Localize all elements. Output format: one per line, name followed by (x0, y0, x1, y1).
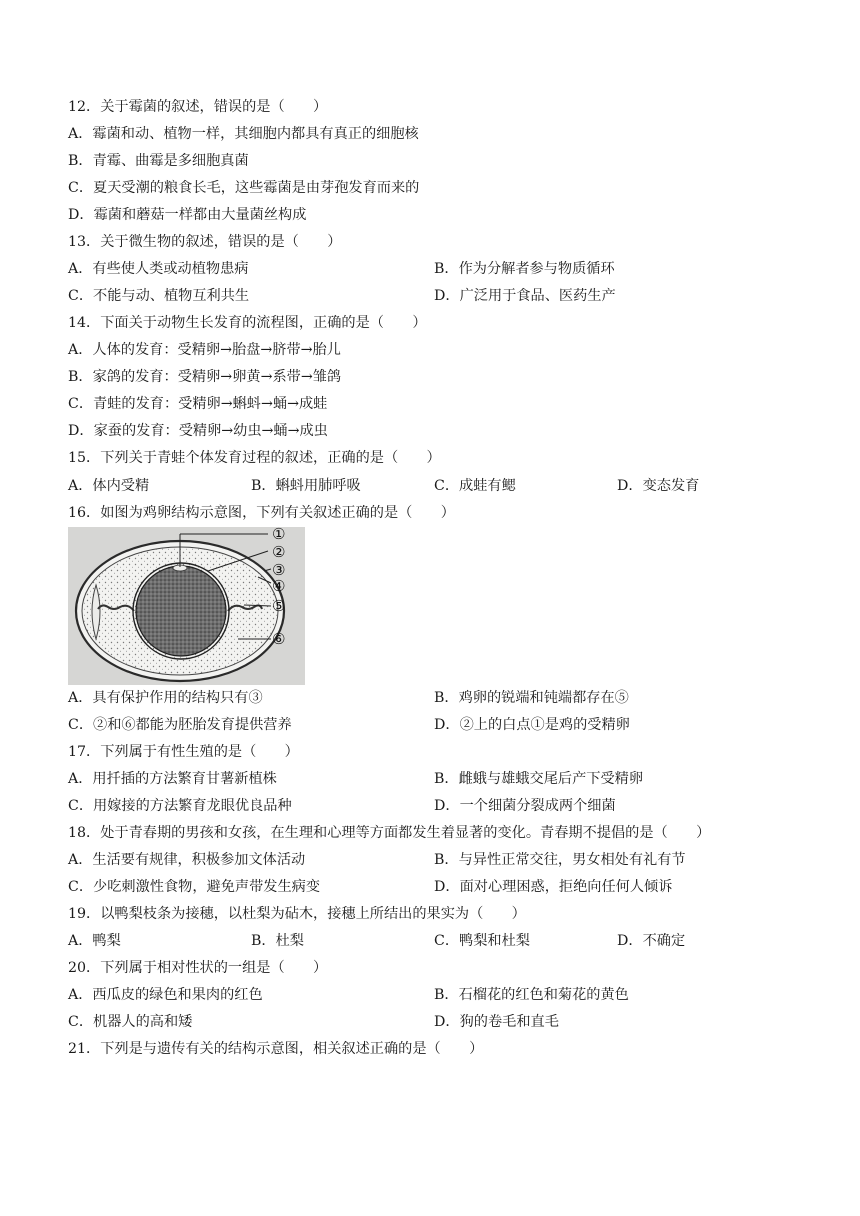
question-14-option-c: C．青蛙的发育：受精卵→蝌蚪→蛹→成蛙 (68, 396, 328, 412)
question-12-stem: 12．关于霉菌的叙述，错误的是（ ） (68, 99, 328, 115)
question-17-stem: 17．下列属于有性生殖的是（ ） (68, 744, 299, 760)
question-18-option-d: D．面对心理困惑，拒绝向任何人倾诉 (434, 879, 673, 895)
question-12-option-b: B．青霉、曲霉是多细胞真菌 (68, 153, 249, 169)
question-20-option-c: C．机器人的高和矮 (68, 1014, 193, 1030)
question-15-stem: 15．下列关于青蛙个体发育过程的叙述，正确的是（ ） (68, 450, 441, 466)
question-13-stem: 13．关于微生物的叙述，错误的是（ ） (68, 234, 342, 250)
label-5: ⑤ (272, 597, 286, 615)
question-16-option-a: A．具有保护作用的结构只有③ (68, 690, 263, 706)
question-17-option-d: D．一个细菌分裂成两个细菌 (434, 798, 616, 814)
question-15-option-c: C．成蛙有鳃 (434, 478, 516, 494)
label-1: ① (272, 527, 286, 543)
question-19-option-a: A．鸭梨 (68, 933, 121, 949)
question-19-stem: 19．以鸭梨枝条为接穗，以杜梨为砧木，接穗上所结出的果实为（ ） (68, 906, 526, 922)
label-4: ④ (272, 577, 286, 595)
question-15-option-b: B．蝌蚪用肺呼吸 (251, 478, 361, 494)
question-18-option-a: A．生活要有规律，积极参加文体活动 (68, 852, 306, 868)
label-6: ⑥ (272, 630, 286, 648)
question-15-option-a: A．体内受精 (68, 478, 150, 494)
question-18-stem: 18．处于青春期的男孩和女孩，在生理和心理等方面都发生着显著的变化。青春期不提倡的是（ ） (68, 825, 711, 841)
question-16-option-c: C．②和⑥都能为胚胎发育提供营养 (68, 717, 292, 733)
question-13-option-c: C．不能与动、植物互利共生 (68, 288, 250, 304)
question-17-option-c: C．用嫁接的方法繁育龙眼优良品种 (68, 798, 292, 814)
question-20-stem: 20．下列属于相对性状的一组是（ ） (68, 960, 328, 976)
question-13-option-d: D．广泛用于食品、医药生产 (434, 288, 616, 304)
question-18-option-b: B．与异性正常交往，男女相处有礼有节 (434, 852, 686, 868)
egg-structure-diagram (68, 527, 305, 685)
yolk (136, 566, 226, 656)
question-18-option-c: C．少吃刺激性食物，避免声带发生病变 (68, 879, 321, 895)
question-19-option-b: B．杜梨 (251, 933, 304, 949)
question-16-option-d: D．②上的白点①是鸡的受精卵 (434, 717, 630, 733)
question-14-stem: 14．下面关于动物生长发育的流程图，正确的是（ ） (68, 315, 427, 331)
question-20-option-b: B．石榴花的红色和菊花的黄色 (434, 987, 629, 1003)
question-16-option-b: B．鸡卵的锐端和钝端都存在⑤ (434, 690, 629, 706)
question-17-option-b: B．雌蛾与雄蛾交尾后产下受精卵 (434, 771, 644, 787)
question-14-option-b: B．家鸽的发育：受精卵→卵黄→系带→雏鸽 (68, 369, 342, 385)
label-2: ② (272, 543, 286, 561)
question-14-option-a: A．人体的发育：受精卵→胎盘→脐带→胎儿 (68, 342, 341, 358)
question-20-option-d: D．狗的卷毛和直毛 (434, 1014, 559, 1030)
question-21-stem: 21．下列是与遗传有关的结构示意图，相关叙述正确的是（ ） (68, 1041, 484, 1057)
label-3: ③ (272, 561, 286, 579)
question-13-option-a: A．有些使人类或动植物患病 (68, 261, 249, 277)
question-13-option-b: B．作为分解者参与物质循环 (434, 261, 615, 277)
question-19-option-c: C．鸭梨和杜梨 (434, 933, 530, 949)
question-12-option-d: D．霉菌和蘑菇一样都由大量菌丝构成 (68, 207, 307, 223)
question-12-option-a: A．霉菌和动、植物一样，其细胞内都具有真正的细胞核 (68, 126, 419, 142)
question-12-option-c: C．夏天受潮的粮食长毛，这些霉菌是由芽孢发育而来的 (68, 180, 420, 196)
question-17-option-a: A．用扦插的方法繁育甘薯新植株 (68, 771, 277, 787)
question-16-stem: 16．如图为鸡卵结构示意图，下列有关叙述正确的是（ ） (68, 505, 455, 521)
question-20-option-a: A．西瓜皮的绿色和果肉的红色 (68, 987, 263, 1003)
question-15-option-d: D．变态发育 (617, 478, 700, 494)
question-19-option-d: D．不确定 (617, 933, 686, 949)
question-14-option-d: D．家蚕的发育：受精卵→幼虫→蛹→成虫 (68, 423, 328, 439)
